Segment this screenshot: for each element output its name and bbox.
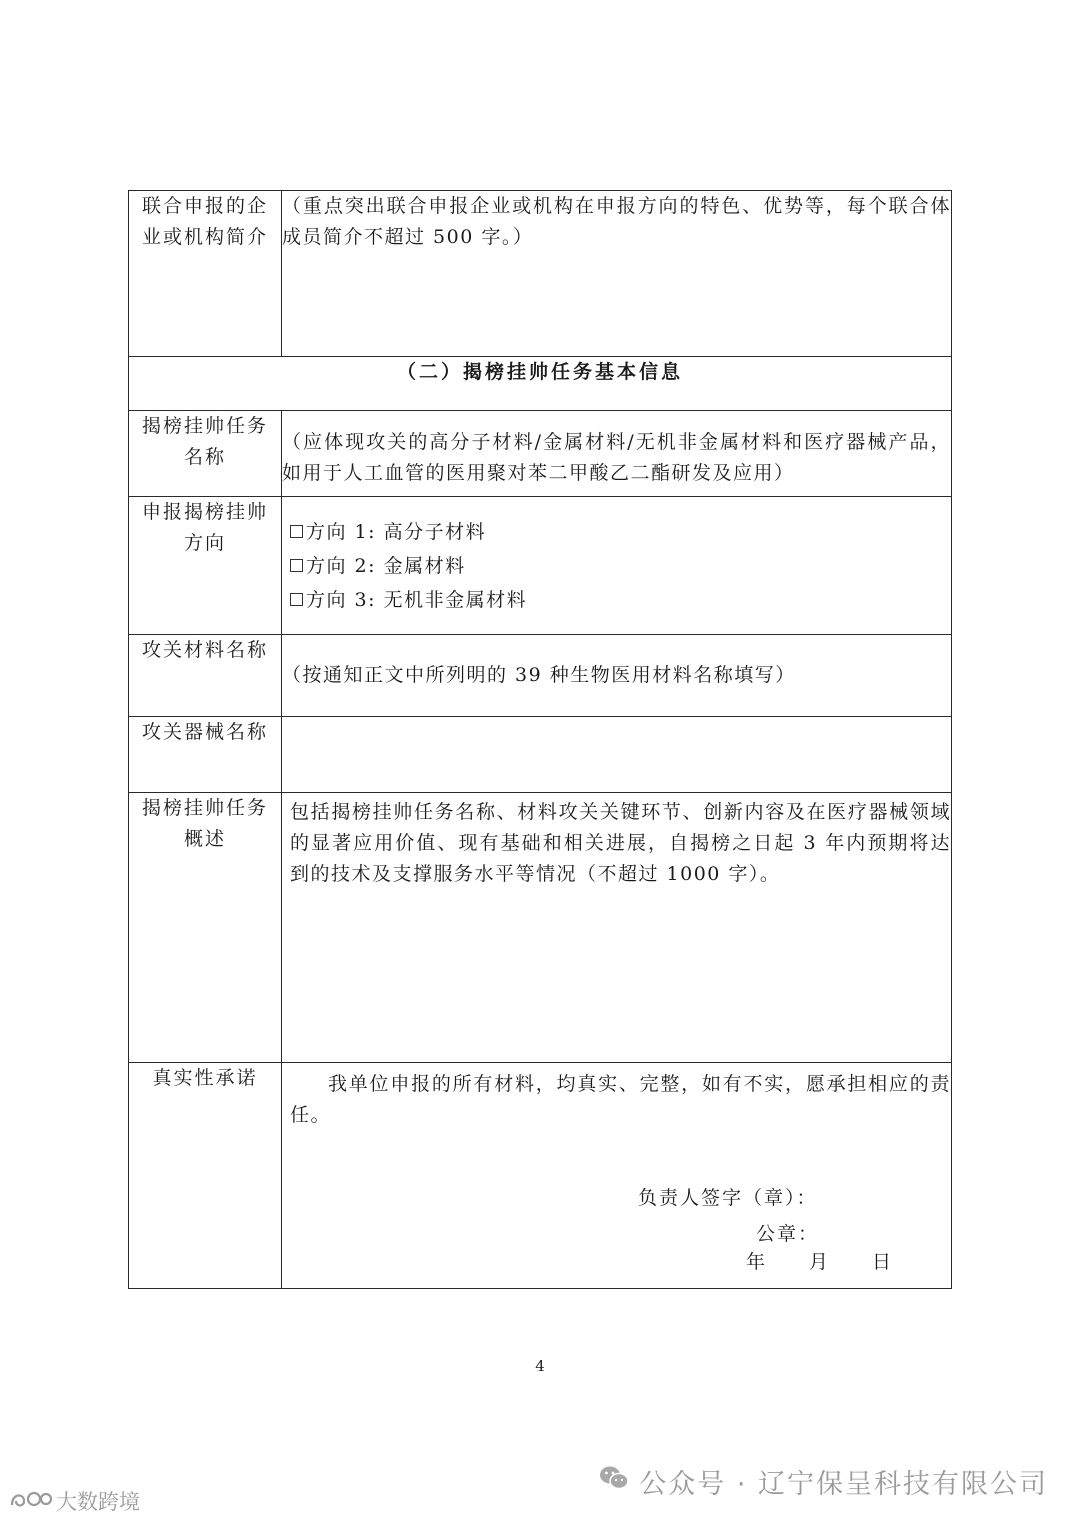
table-row <box>129 497 952 635</box>
row-label-task-overview: 揭榜挂帅任务概述 <box>129 793 282 1063</box>
brand-logo-icon <box>8 1487 52 1516</box>
row-label-direction: 申报揭榜挂帅方向 <box>129 497 282 635</box>
table-row <box>129 635 952 717</box>
row-label-task-name: 揭榜挂帅任务名称 <box>129 411 282 497</box>
signature-label: 负责人签字（章）： <box>638 1187 818 1209</box>
direction-option-3[interactable]: 方向 3: 无机非金属材料 <box>290 583 951 617</box>
direction-option-1[interactable]: 方向 1: 高分子材料 <box>290 515 951 549</box>
table-row <box>129 191 952 357</box>
section-header: （二）揭榜挂帅任务基本信息 <box>129 357 952 411</box>
table-row <box>129 1063 952 1289</box>
signature-block <box>290 1131 951 1273</box>
row-content-material-name: （按通知正文中所列明的 39 种生物医用材料名称填写） <box>282 635 952 717</box>
row-label-authenticity-pledge: 真实性承诺 <box>129 1063 282 1289</box>
watermark-wechat-account: 公众号 · 辽宁保呈科技有限公司 <box>599 1462 1048 1501</box>
date-label: 年 月 日 <box>746 1251 894 1273</box>
wechat-icon <box>599 1465 629 1498</box>
row-content-authenticity-pledge <box>282 1063 952 1289</box>
application-form-table <box>128 190 952 1289</box>
seal-label: 公章： <box>756 1223 820 1245</box>
direction-option-2[interactable]: 方向 2: 金属材料 <box>290 549 951 583</box>
row-label-device-name: 攻关器械名称 <box>129 717 282 793</box>
page-number: 4 <box>535 1357 545 1375</box>
table-row <box>129 793 952 1063</box>
row-content-direction-options <box>282 497 952 635</box>
row-label-material-name: 攻关材料名称 <box>129 635 282 717</box>
checkbox-icon[interactable] <box>290 559 303 572</box>
checkbox-icon[interactable] <box>290 525 303 538</box>
table-row <box>129 411 952 497</box>
row-content-consortium-intro: （重点突出联合申报企业或机构在申报方向的特色、优势等，每个联合体成员简介不超过 500 字。） <box>282 191 952 357</box>
row-content-task-overview: 包括揭榜挂帅任务名称、材料攻关关键环节、创新内容及在医疗器械领域的显著应用价值、现有基础和相关进展，自揭榜之日起 3 年内预期将达到的技术及支撑服务水平等情况（不超过 1000 字）。 <box>282 793 952 1063</box>
row-content-task-name: （应体现攻关的高分子材料/金属材料/无机非金属材料和医疗器械产品，如用于人工血管的医用聚对苯二甲酸乙二酯研发及应用） <box>282 411 952 497</box>
watermark-brand: 大数跨境 <box>8 1486 140 1516</box>
row-label-consortium-intro: 联合申报的企业或机构简介 <box>129 191 282 357</box>
table-row <box>129 717 952 793</box>
row-content-device-name <box>282 717 952 793</box>
checkbox-icon[interactable] <box>290 593 303 606</box>
pledge-text: 我单位申报的所有材料，均真实、完整，如有不实，愿承担相应的责任。 <box>290 1073 951 1126</box>
table-row <box>129 357 952 411</box>
